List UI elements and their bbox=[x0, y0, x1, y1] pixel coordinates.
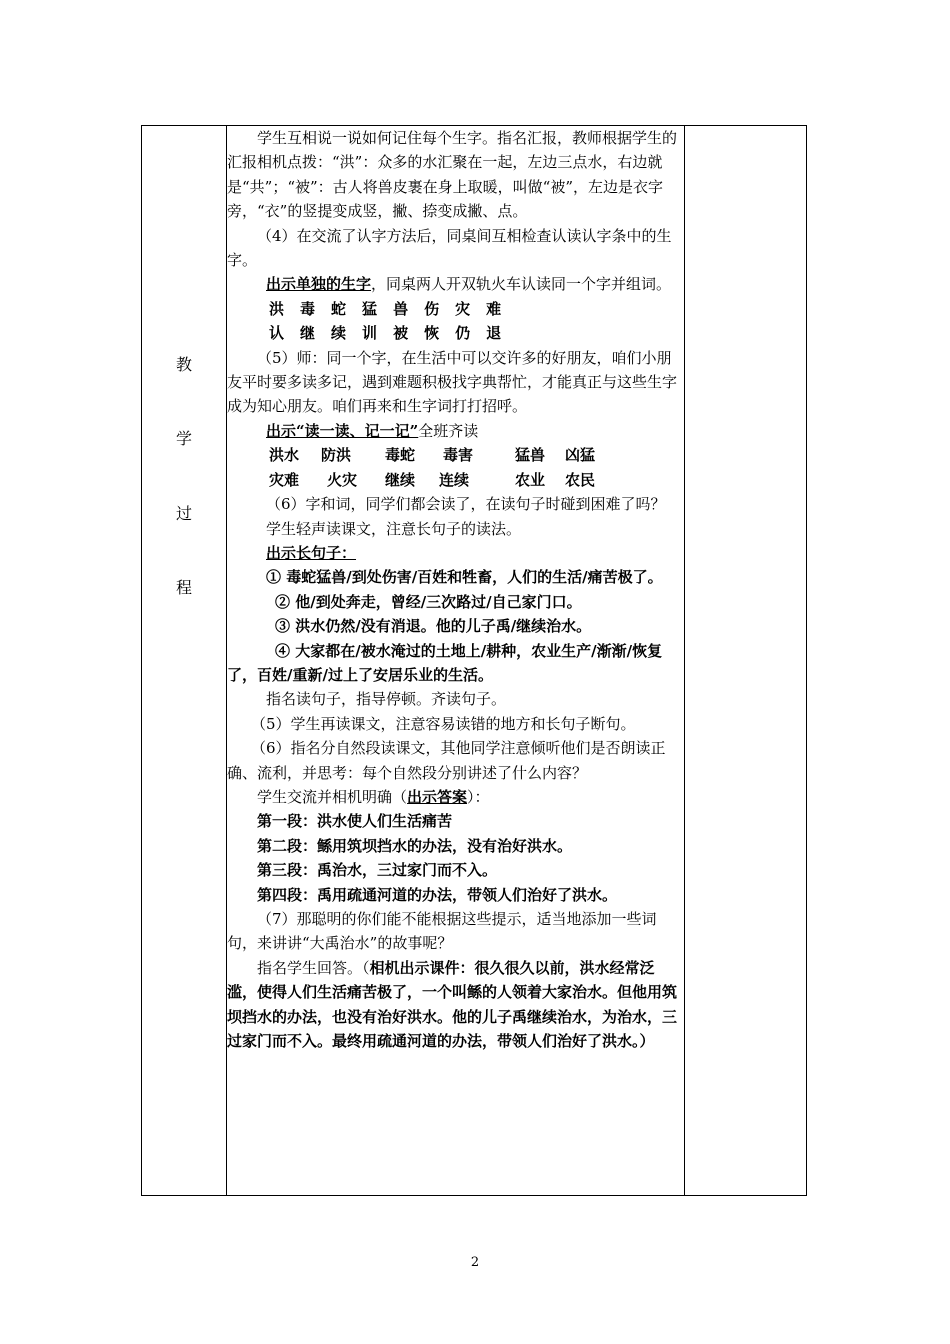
text: 指名学生回答。（ bbox=[257, 958, 370, 977]
lesson-content bbox=[227, 126, 684, 1053]
text: 全班齐读 bbox=[418, 421, 479, 440]
word: 洪水 bbox=[269, 446, 300, 465]
long-sentence: ② 他/到处奔走，曾经/三次路过/自己家门口。 bbox=[275, 592, 582, 611]
paragraph bbox=[227, 785, 684, 809]
text: ，同桌两人开双轨火车认读同一个字并组词。 bbox=[371, 275, 672, 294]
word: 凶猛 bbox=[565, 446, 596, 465]
long-sentence: ③ 洪水仍然/没有消退。他的儿子禹/继续治水。 bbox=[275, 617, 592, 636]
word: 继续 bbox=[385, 470, 416, 489]
paragraph bbox=[227, 272, 684, 296]
paragraph: 指名读句子，指导停顿。齐读句子。 bbox=[266, 690, 507, 709]
word: 猛兽 bbox=[515, 446, 546, 465]
notes-cell bbox=[685, 126, 807, 1196]
word: 火灾 bbox=[327, 470, 358, 489]
lesson-table bbox=[141, 125, 807, 1196]
char: 续 bbox=[331, 324, 347, 343]
word: 连续 bbox=[439, 470, 470, 489]
stage-label-char: 程 bbox=[175, 578, 192, 597]
char: 蛇 bbox=[331, 299, 347, 318]
text: ）： bbox=[467, 787, 490, 806]
long-sentence: ④ 大家都在/被水淹过的土地上/耕种，农业生产/渐渐/恢复了，百姓/重新/过上了安居乐业的生活。 bbox=[227, 641, 663, 684]
paragraph: （5）师：同一个字，在生活中可以交许多的好朋友，咱们小朋友平时要多读多记，遇到难题积极找字典帮忙，才能真正与这些生字成为知心朋友。咱们再来和生字词打打招呼。 bbox=[227, 348, 678, 416]
underlined-text: 出示答案 bbox=[407, 787, 468, 806]
char: 认 bbox=[269, 324, 285, 343]
paragraph bbox=[227, 956, 684, 1054]
paragraph: 学生轻声读课文，注意长句子的读法。 bbox=[266, 519, 522, 538]
paragraph: 学生互相说一说如何记住每个生字。指名汇报，教师根据学生的汇报相机点拨：“洪”：众多的水汇聚在一起，左边三点水，右边就是“共”；“被”：古人将兽皮裹在身上取暖，叫做“被”，左边是衣字旁，“衣”的竖提变成竖，撇、捺变成撇、点。 bbox=[227, 129, 678, 221]
char: 难 bbox=[486, 299, 502, 318]
word-row-2 bbox=[227, 468, 684, 492]
char-row-2 bbox=[227, 321, 684, 345]
char: 退 bbox=[486, 324, 502, 343]
paragraph: （6）指名分自然段读课文，其他同学注意倾听他们是否朗读正确、流利，并思考：每个自然段分别讲述了什么内容？ bbox=[227, 739, 666, 782]
stage-label-char: 教 bbox=[175, 355, 192, 374]
answer-line: 第四段：禹用疏通河道的办法，带领人们治好了洪水。 bbox=[257, 885, 618, 904]
char: 训 bbox=[362, 324, 378, 343]
word-row-1 bbox=[227, 443, 684, 467]
paragraph: （4）在交流了认字方法后，同桌间互相检查认读认字条中的生字。 bbox=[227, 226, 672, 270]
char: 恢 bbox=[424, 324, 440, 343]
word: 农业 bbox=[515, 470, 546, 489]
underlined-text: 出示“读一读、记一记” bbox=[266, 421, 419, 440]
paragraph bbox=[227, 419, 684, 443]
char-row-1 bbox=[227, 297, 684, 321]
word: 农民 bbox=[565, 470, 596, 489]
long-sentence: ① 毒蛇猛兽/到处伤害/百姓和牲畜，人们的生活/痛苦极了。 bbox=[266, 568, 663, 587]
answer-line: 第二段：鲧用筑坝挡水的办法，没有治好洪水。 bbox=[257, 836, 573, 855]
word: 防洪 bbox=[321, 446, 352, 465]
stage-label-char: 学 bbox=[175, 429, 192, 448]
stage-label-char: 过 bbox=[175, 504, 192, 523]
char: 伤 bbox=[424, 299, 440, 318]
char: 灾 bbox=[455, 299, 471, 318]
answer-line: 第一段：洪水使人们生活痛苦 bbox=[257, 812, 453, 831]
lesson-content-cell bbox=[227, 126, 685, 1196]
paragraph bbox=[227, 541, 684, 565]
text: 学生交流并相机明确（ bbox=[257, 787, 408, 806]
stage-label-cell bbox=[142, 126, 227, 1196]
char: 被 bbox=[393, 324, 409, 343]
bold-text: 相机出示课件：很久很久以前，洪水经常泛滥，使得人们生活痛苦极了，一个叫鲧的人领着大家治水。但他用筑坝挡水的办法，也没有治好洪水。他的儿子禹继续治水，为治水，三过家门而不入。最终用疏通河道的办法，带领人们治好了洪水。） bbox=[227, 958, 678, 1051]
char: 仍 bbox=[455, 324, 471, 343]
table-row bbox=[142, 126, 807, 1196]
answer-line: 第三段：禹治水，三过家门而不入。 bbox=[257, 861, 498, 880]
underlined-text: 出示单独的生字 bbox=[266, 275, 372, 294]
paragraph: （6）字和词，同学们都会读了，在读句子时碰到困难了吗？ bbox=[266, 495, 666, 514]
word: 毒害 bbox=[443, 446, 474, 465]
underlined-text: 出示长句子： bbox=[266, 543, 357, 562]
paragraph: （7）那聪明的你们能不能根据这些提示，适当地添加一些词句，来讲讲“大禹治水”的故事呢？ bbox=[227, 910, 657, 953]
char: 洪 bbox=[269, 299, 285, 318]
char: 猛 bbox=[362, 299, 378, 318]
word: 毒蛇 bbox=[385, 446, 416, 465]
page-number: 2 bbox=[470, 1255, 480, 1270]
char: 继 bbox=[300, 324, 316, 343]
char: 兽 bbox=[393, 299, 409, 318]
word: 灾难 bbox=[269, 470, 300, 489]
paragraph: （5）学生再读课文，注意容易读错的地方和长句子断句。 bbox=[251, 714, 636, 733]
char: 毒 bbox=[300, 299, 316, 318]
